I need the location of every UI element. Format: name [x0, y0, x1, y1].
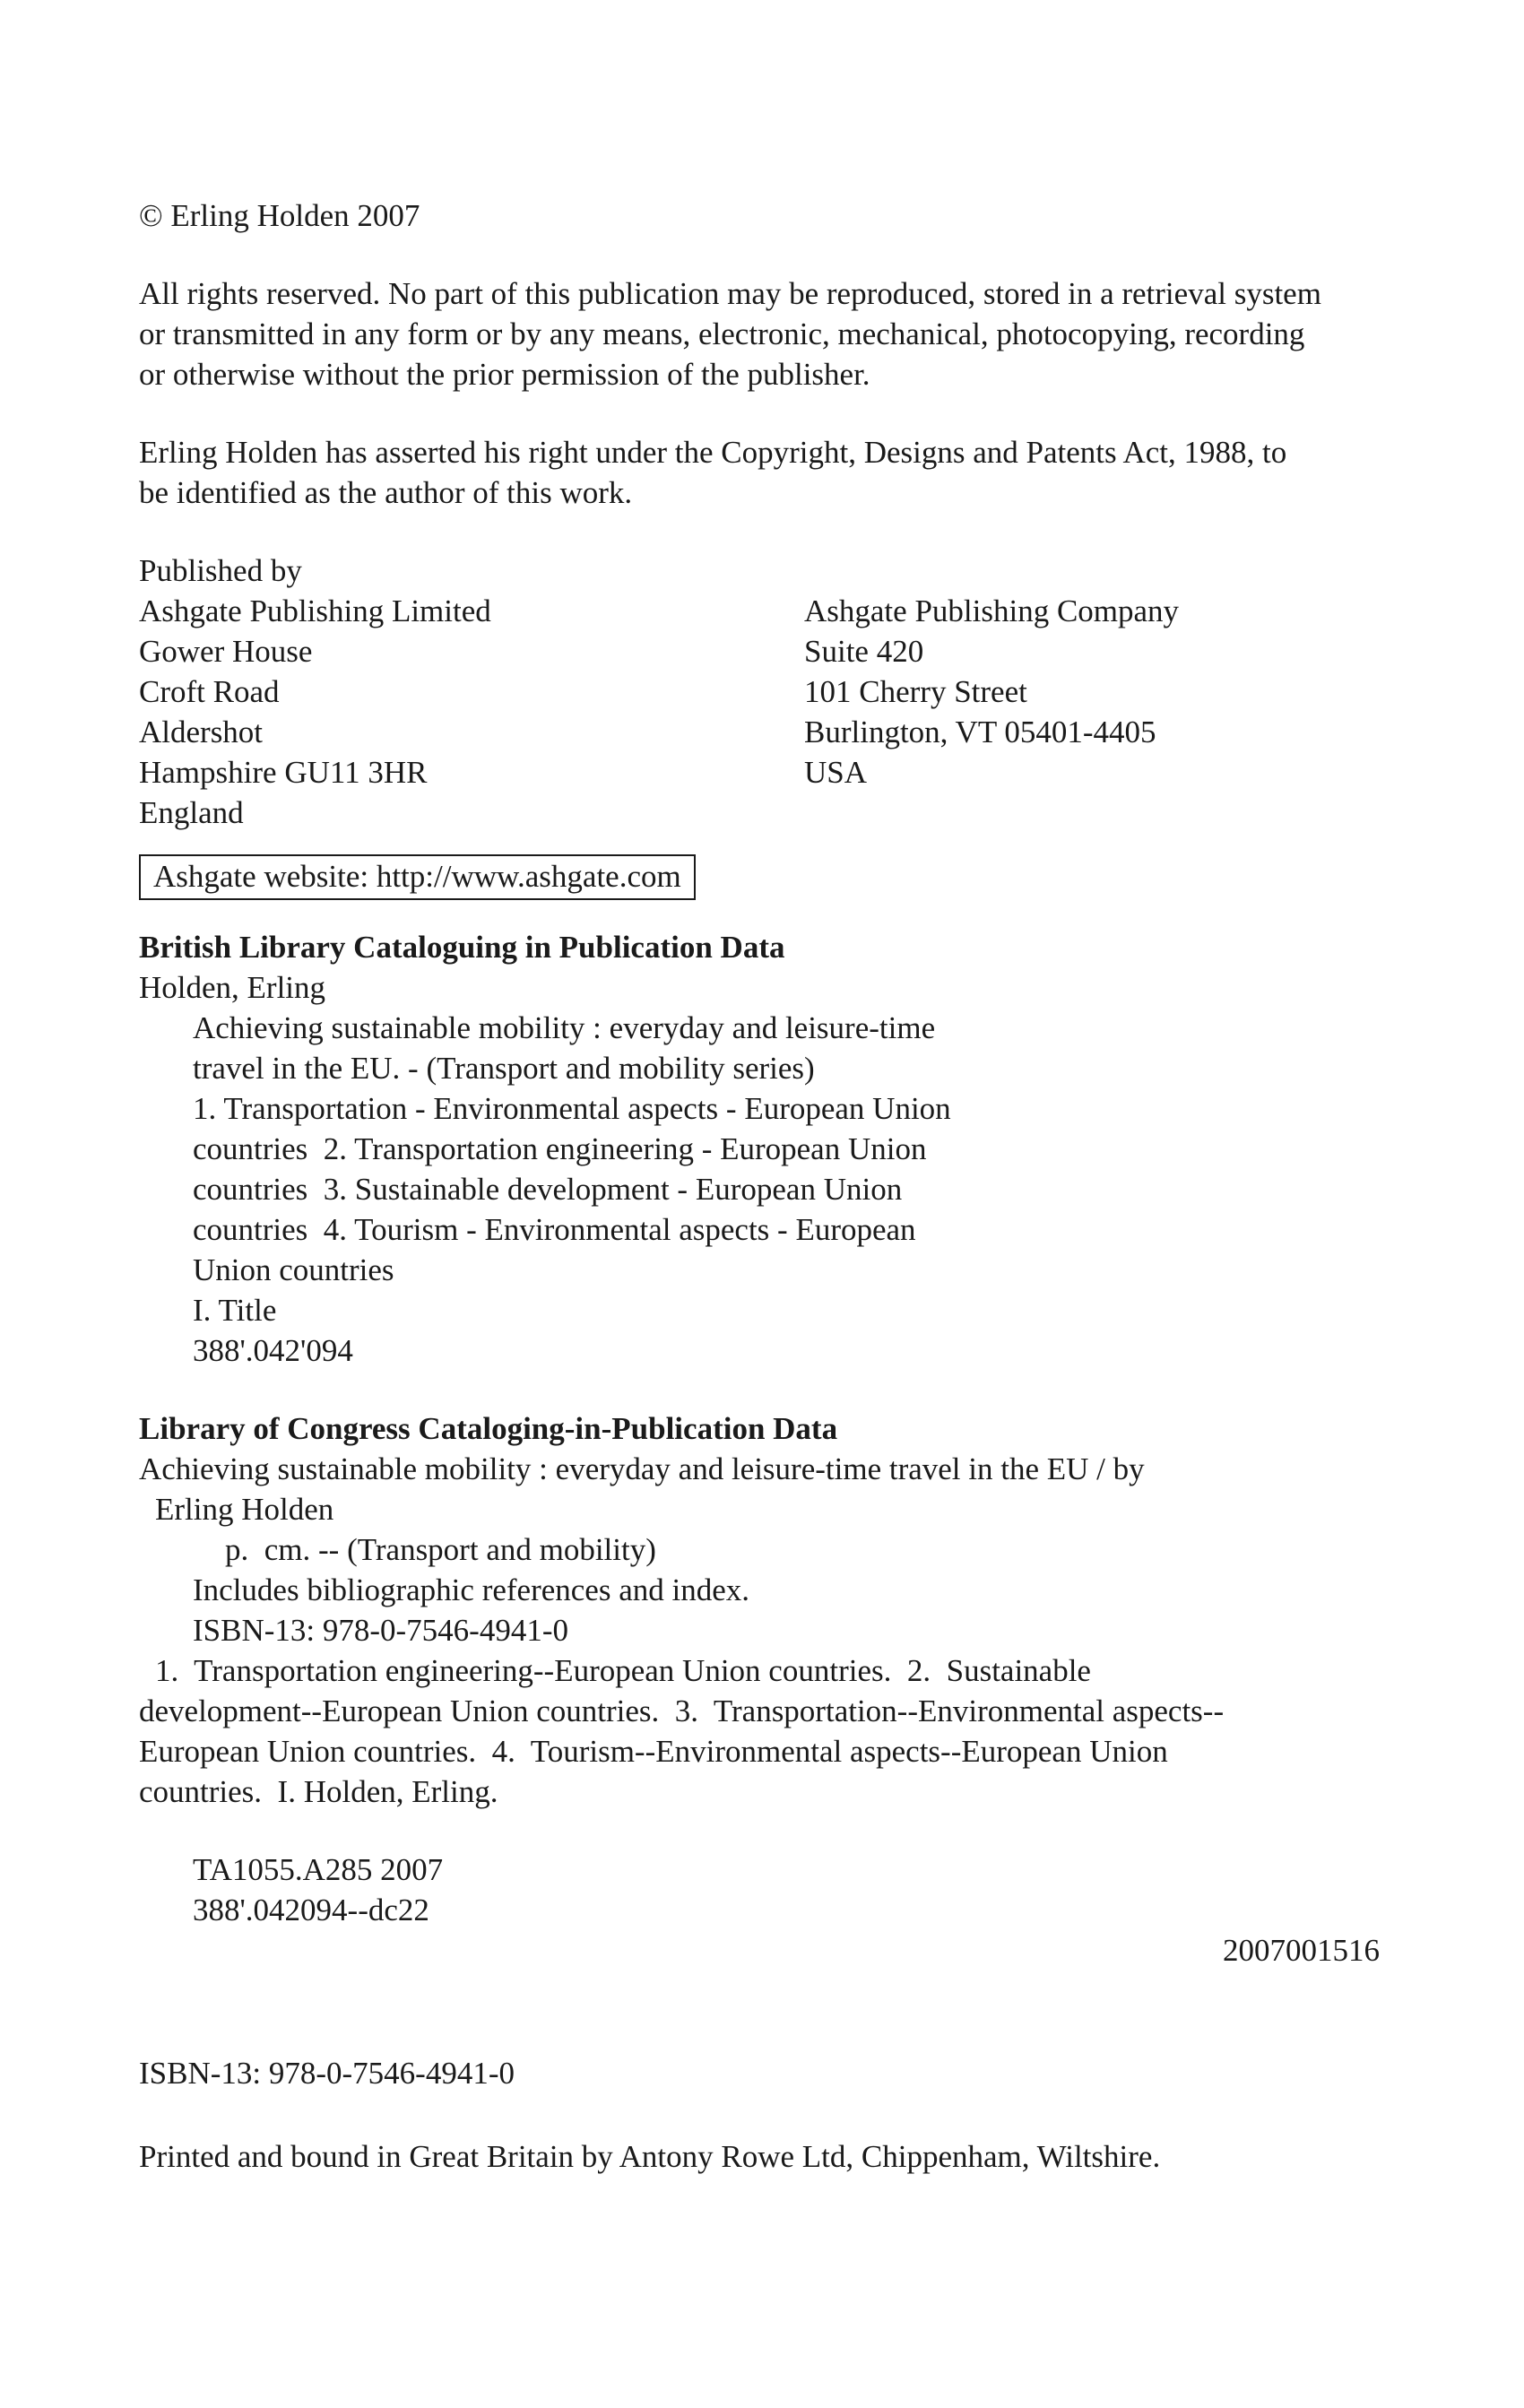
bl-line: countries 4. Tourism - Environmental aspects - European [193, 1212, 916, 1247]
british-library-cip [139, 927, 1385, 1371]
bl-line: countries 3. Sustainable development - European Union [193, 1172, 903, 1207]
bl-line: travel in the EU. - (Transport and mobility series) [193, 1051, 815, 1086]
copyright-page [139, 195, 1385, 2177]
asserted-line: Erling Holden has asserted his right under the Copyright, Designs and Patents Act, 1988, to [139, 435, 1287, 470]
publisher-uk-address [139, 591, 804, 833]
address-line: England [139, 795, 244, 830]
address-line: USA [804, 755, 868, 790]
library-of-congress-cip [139, 1408, 1385, 1971]
address-line: Hampshire GU11 3HR [139, 755, 428, 790]
asserted-paragraph [139, 432, 1385, 513]
copyright-notice: © Erling Holden 2007 [139, 198, 420, 233]
bl-line: 388'.042'094 [193, 1333, 353, 1368]
address-line: 101 Cherry Street [804, 674, 1027, 709]
loc-subject-line: 1. Transportation engineering--European Union countries. 2. Sustainable [155, 1653, 1091, 1688]
publisher-us-address [804, 591, 1360, 833]
bl-line: countries 2. Transportation engineering - European Union [193, 1131, 927, 1166]
printed-notice: Printed and bound in Great Britain by Antony Rowe Ltd, Chippenham, Wiltshire. [139, 2139, 1161, 2174]
asserted-line: be identified as the author of this work. [139, 475, 633, 510]
loc-heading: Library of Congress Cataloging-in-Publication Data [139, 1411, 838, 1446]
address-line: Croft Road [139, 674, 280, 709]
loc-dewey: 388'.042094--dc22 [193, 1893, 429, 1927]
publisher-addresses [139, 591, 1385, 833]
address-line: Ashgate Publishing Company [804, 593, 1180, 628]
rights-line: All rights reserved. No part of this publication may be reproduced, stored in a retrieval system [139, 276, 1321, 311]
address-line: Gower House [139, 634, 313, 669]
bl-line: 1. Transportation - Environmental aspects - European Union [193, 1091, 951, 1126]
loc-title-line: Achieving sustainable mobility : everyday and leisure-time travel in the EU / by [139, 1451, 1145, 1486]
bl-line: Union countries [193, 1252, 394, 1287]
bl-line: I. Title [193, 1293, 277, 1328]
loc-pcm: p. cm. -- (Transport and mobility) [225, 1532, 656, 1567]
loc-subject-line: European Union countries. 4. Tourism--Environmental aspects--European Union [139, 1734, 1168, 1769]
rights-line: or transmitted in any form or by any means, electronic, mechanical, photocopying, recording [139, 316, 1305, 351]
bl-author: Holden, Erling [139, 970, 326, 1005]
loc-call-number: TA1055.A285 2007 [193, 1852, 444, 1887]
loc-lccn: 2007001516 [1223, 1933, 1380, 1968]
loc-subject-line: development--European Union countries. 3. Transportation--Environmental aspects-- [139, 1693, 1225, 1728]
loc-subject-line: countries. I. Holden, Erling. [139, 1774, 498, 1809]
isbn-footer: ISBN-13: 978-0-7546-4941-0 [139, 2056, 515, 2091]
rights-paragraph [139, 273, 1385, 394]
british-library-heading: British Library Cataloguing in Publication Data [139, 930, 785, 965]
address-line: Suite 420 [804, 634, 924, 669]
loc-includes: Includes bibliographic references and index. [193, 1572, 749, 1607]
address-line: Aldershot [139, 715, 264, 749]
bl-line: Achieving sustainable mobility : everyday and leisure-time [193, 1010, 936, 1045]
address-line: Burlington, VT 05401-4405 [804, 715, 1156, 749]
published-by-label: Published by [139, 553, 302, 588]
address-line: Ashgate Publishing Limited [139, 593, 491, 628]
loc-author-line: Erling Holden [155, 1492, 334, 1527]
loc-isbn: ISBN-13: 978-0-7546-4941-0 [193, 1613, 568, 1648]
website-box: Ashgate website: http://www.ashgate.com [139, 854, 696, 900]
rights-line: or otherwise without the prior permission of the publisher. [139, 357, 870, 392]
